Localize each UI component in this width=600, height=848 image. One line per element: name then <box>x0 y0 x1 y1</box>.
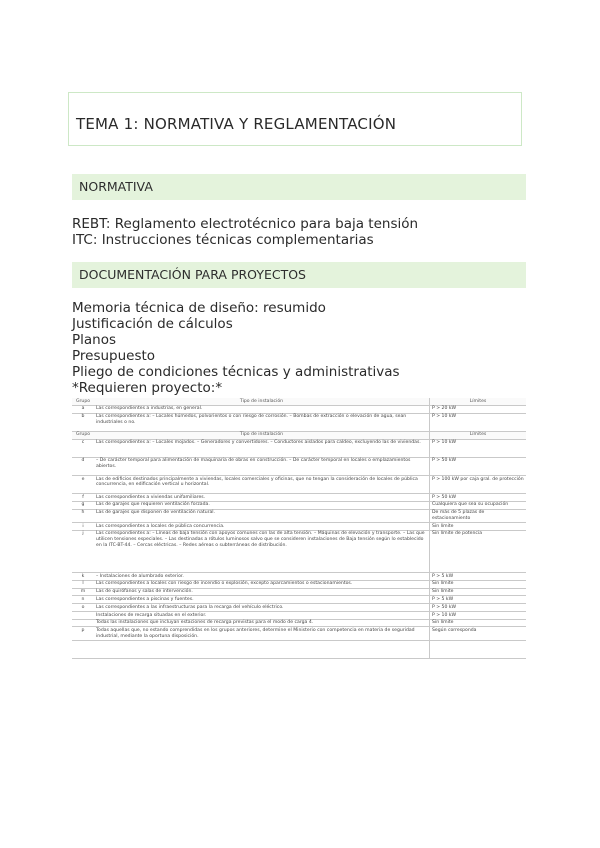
normativa-list <box>72 216 418 248</box>
type-cell: Las correspondientes a industrias, en general. <box>94 405 430 413</box>
group-cell <box>72 640 94 658</box>
group-cell: o <box>72 604 94 612</box>
type-cell: Las de edificios destinados principalmente a viviendas, locales comerciales y oficinas, que no tengan la consideración de locales de pública concurrencia, en edificación vertical u horizontal. <box>94 475 430 493</box>
table-row <box>72 619 526 627</box>
type-cell <box>94 640 430 658</box>
header-cell: Tipo de instalación <box>94 398 430 405</box>
limit-cell: P > 50 kW <box>430 604 527 612</box>
type-cell: Las correspondientes a locales con riesgo de incendio o explosión, excepto aparcamientos o estacionamientos. <box>94 580 430 588</box>
group-cell: k <box>72 573 94 581</box>
type-cell: Todas aquellas que, no estando comprendidas en los grupos anteriores, determine el Ministerio con competencia en materia de seguridad industrial, mediante la oportuna disposición. <box>94 627 430 640</box>
doc-line: Memoria técnica de diseño: resumido <box>72 300 326 316</box>
table-row <box>72 588 526 596</box>
limit-cell: Sin límite <box>430 588 527 596</box>
type-cell: Las correspondientes a locales de pública concurrencia. <box>94 523 430 531</box>
type-cell: Las de garajes que disponen de ventilación natural. <box>94 509 430 522</box>
documentacion-list <box>72 300 400 396</box>
table-row <box>72 627 526 640</box>
title-box <box>68 92 522 146</box>
table-row <box>72 580 526 588</box>
group-cell: n <box>72 596 94 604</box>
type-cell: Las correspondientes a viviendas unifamiliares. <box>94 494 430 502</box>
group-cell: c <box>72 439 94 457</box>
group-cell: j <box>72 530 94 572</box>
limit-cell: P > 100 kW por caja gral. de protección <box>430 475 527 493</box>
limit-cell: P > 10 kW <box>430 439 527 457</box>
group-cell: h <box>72 509 94 522</box>
group-cell: m <box>72 588 94 596</box>
requirements-table <box>72 398 526 659</box>
group-cell: p <box>72 627 94 640</box>
table-header <box>72 398 526 405</box>
table-row <box>72 509 526 522</box>
type-cell: – Instalaciones de alumbrado exterior. <box>94 573 430 581</box>
doc-line: Justificación de cálculos <box>72 316 233 332</box>
limit-cell: P > 20 kW <box>430 405 527 413</box>
header-cell: Grupo <box>72 431 94 439</box>
type-cell: Las de garajes que requieren ventilación forzada. <box>94 501 430 509</box>
group-cell: g <box>72 501 94 509</box>
limit-cell: Sin límite <box>430 580 527 588</box>
limit-cell: P > 10 kW <box>430 413 527 431</box>
table-row <box>72 604 526 612</box>
header-cell: Límites <box>430 431 527 439</box>
table-row <box>72 530 526 572</box>
table-row <box>72 596 526 604</box>
section-header-normativa <box>72 174 526 200</box>
type-cell: Las de quirófanos y salas de intervención. <box>94 588 430 596</box>
table-row <box>72 640 526 658</box>
type-cell: Todas las instalaciones que incluyan estaciones de recarga previstas para el modo de carga 4. <box>94 619 430 627</box>
limit-cell: Cualquiera que sea su ocupación <box>430 501 527 509</box>
table-row <box>72 413 526 431</box>
header-cell: Límites <box>430 398 527 405</box>
group-cell: a <box>72 405 94 413</box>
limit-cell: P > 50 kW <box>430 494 527 502</box>
page-title: TEMA 1: NORMATIVA Y REGLAMENTACIÓN <box>76 115 397 133</box>
type-cell: Las correspondientes a: – Líneas de baja tensión con apoyos comunes con las de alta tensión. – Máquinas de elevación y transporte. – Las que utilicen tensiones especiales. – Las destinadas a rótulos luminosos salvo que se consideren instalaciones de Baja tensión según lo establecido en la ITC-BT-44. – Cercas eléctricas. – Redes aéreas o subterráneas de distribución. <box>94 530 430 572</box>
group-cell: i <box>72 523 94 531</box>
limit-cell <box>430 640 527 658</box>
section-header-documentacion <box>72 262 526 288</box>
type-cell: Las correspondientes a: – Locales húmedos, polvorientos o con riesgo de corrosión. – Bombas de extracción o elevación de agua, sean industriales o no. <box>94 413 430 431</box>
normativa-line: ITC: Instrucciones técnicas complementarias <box>72 232 374 248</box>
type-cell: – De carácter temporal para alimentación de maquinaria de obras en construcción. – De carácter temporal en locales o emplazamientos abiertos. <box>94 457 430 475</box>
group-cell: e <box>72 475 94 493</box>
table-row <box>72 501 526 509</box>
table-header <box>72 431 526 439</box>
table-row <box>72 573 526 581</box>
limit-cell: P > 5 kW <box>430 573 527 581</box>
type-cell: Las correspondientes a piscinas y fuentes. <box>94 596 430 604</box>
header-cell: Grupo <box>72 398 94 405</box>
table-row <box>72 523 526 531</box>
limit-cell: P > 10 kW <box>430 611 527 619</box>
doc-line: Pliego de condiciones técnicas y administrativas <box>72 364 400 380</box>
group-cell <box>72 611 94 619</box>
table-row <box>72 439 526 457</box>
limit-cell: Sin límite <box>430 619 527 627</box>
limit-cell: De más de 5 plazas de estacionamiento <box>430 509 527 522</box>
section-heading: DOCUMENTACIÓN PARA PROYECTOS <box>79 267 306 282</box>
table-row <box>72 475 526 493</box>
type-cell: Las correspondientes a: – Locales mojados. – Generadores y convertidores. – Conductores aislados para caldeo, excluyendo las de viviendas. <box>94 439 430 457</box>
table-row <box>72 611 526 619</box>
limit-cell: P > 5 kW <box>430 596 527 604</box>
type-cell: Instalaciones de recarga situadas en el exterior. <box>94 611 430 619</box>
group-cell: d <box>72 457 94 475</box>
limit-cell: Según corresponda <box>430 627 527 640</box>
table-row <box>72 457 526 475</box>
group-cell: l <box>72 580 94 588</box>
limit-cell: Sin límite de potencia <box>430 530 527 572</box>
group-cell: b <box>72 413 94 431</box>
table-row <box>72 494 526 502</box>
table-row <box>72 405 526 413</box>
normativa-line: REBT: Reglamento electrotécnico para baja tensión <box>72 216 419 232</box>
group-cell <box>72 619 94 627</box>
group-cell: f <box>72 494 94 502</box>
limit-cell: P > 50 kW <box>430 457 527 475</box>
doc-line: Planos <box>72 332 117 348</box>
limit-cell: Sin límite <box>430 523 527 531</box>
doc-line: Presupuesto <box>72 348 156 364</box>
doc-line: *Requieren proyecto:* <box>72 380 223 396</box>
type-cell: Las correspondientes a las infraestructuras para la recarga del vehículo eléctrico. <box>94 604 430 612</box>
header-cell: Tipo de instalación <box>94 431 430 439</box>
section-heading: NORMATIVA <box>79 179 153 194</box>
